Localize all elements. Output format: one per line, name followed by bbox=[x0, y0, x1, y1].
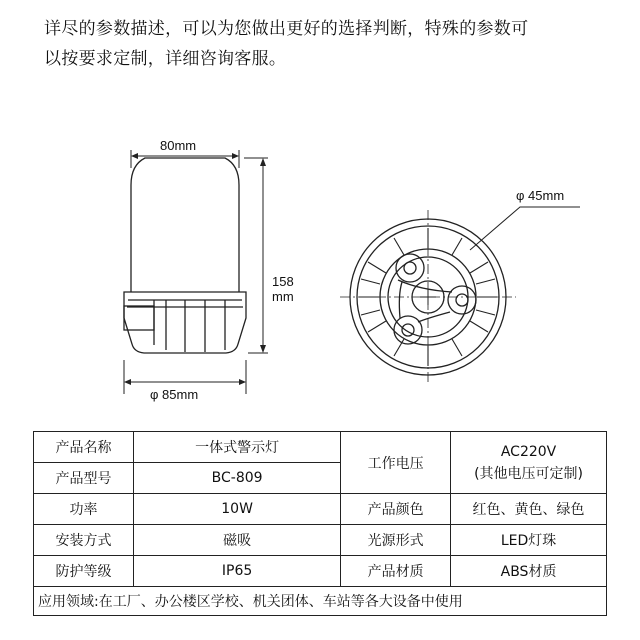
base-width-label: φ 85mm bbox=[150, 387, 199, 402]
material-label: 产品材质 bbox=[341, 556, 451, 587]
height-unit-label: mm bbox=[272, 289, 294, 304]
voltage-label: 工作电压 bbox=[341, 432, 451, 494]
voltage-cell bbox=[451, 432, 607, 494]
table-row bbox=[34, 432, 607, 463]
table-row bbox=[34, 587, 607, 616]
hole-diameter-label: φ 45mm bbox=[516, 188, 565, 203]
top-width-label: 80mm bbox=[160, 138, 197, 153]
table-row bbox=[34, 525, 607, 556]
product-name-label: 产品名称 bbox=[34, 432, 134, 463]
mount-value: 磁吸 bbox=[134, 525, 341, 556]
spec-table bbox=[33, 431, 607, 616]
product-name-value: 一体式警示灯 bbox=[134, 432, 341, 463]
protection-label: 防护等级 bbox=[34, 556, 134, 587]
model-label: 产品型号 bbox=[34, 463, 134, 494]
mount-label: 安装方式 bbox=[34, 525, 134, 556]
table-row bbox=[34, 494, 607, 525]
voltage-value: AC220V bbox=[500, 443, 557, 460]
application-text: 应用领域:在工厂、办公楼区学校、机关团体、车站等各大设备中使用 bbox=[34, 587, 607, 616]
table-row bbox=[34, 556, 607, 587]
color-value: 红色、黄色、绿色 bbox=[451, 494, 607, 525]
height-value-label: 158 bbox=[272, 274, 294, 289]
light-label: 光源形式 bbox=[341, 525, 451, 556]
power-value: 10W bbox=[134, 494, 341, 525]
top-view bbox=[340, 207, 580, 385]
intro-line-2: 以按要求定制，详细咨询客服。 bbox=[44, 49, 287, 69]
light-value: LED灯珠 bbox=[451, 525, 607, 556]
model-value: BC-809 bbox=[134, 463, 341, 494]
dome-outline bbox=[131, 158, 239, 292]
color-label: 产品颜色 bbox=[341, 494, 451, 525]
material-value: ABS材质 bbox=[451, 556, 607, 587]
voltage-note: (其他电压可定制) bbox=[474, 465, 584, 482]
intro-line-1: 详尽的参数描述，可以为您做出更好的选择判断，特殊的参数可 bbox=[44, 19, 529, 39]
intro-text bbox=[44, 14, 624, 74]
dimension-drawing bbox=[0, 120, 640, 420]
protection-value: IP65 bbox=[134, 556, 341, 587]
power-label: 功率 bbox=[34, 494, 134, 525]
